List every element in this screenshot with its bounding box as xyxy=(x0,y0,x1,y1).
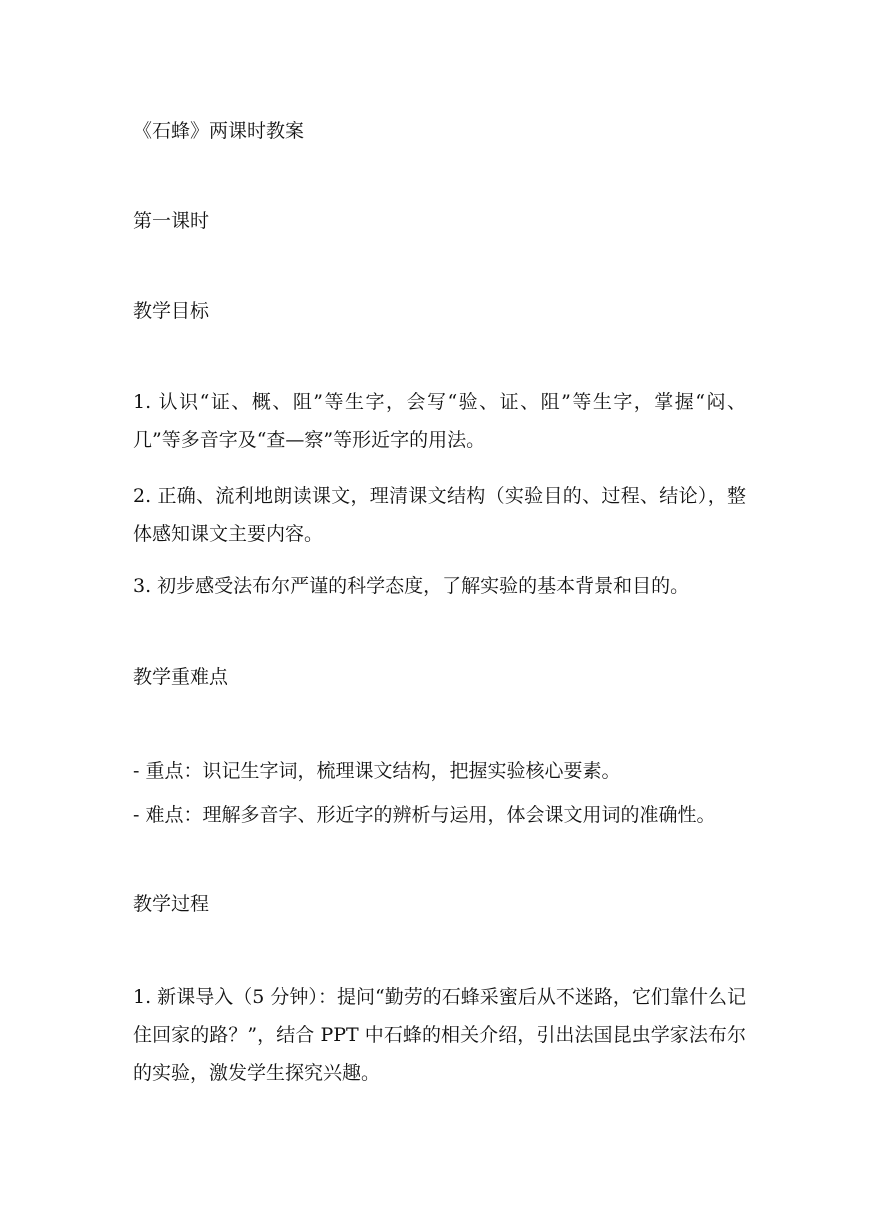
keypoint-item-focus: - 重点：识记生字词，梳理课文结构，把握实验核心要素。 xyxy=(133,760,621,782)
process-heading: 教学过程 xyxy=(133,893,210,915)
objective-item-1: 1. 认识“证、概、阻”等生字，会写“验、证、阻”等生字，掌握“闷、几”等多音字及“查—察”等形近字的用法。 xyxy=(133,391,746,451)
keypoint-item-difficulty: - 难点：理解多音字、形近字的辨析与运用，体会课文用词的准确性。 xyxy=(133,804,716,826)
objective-item-2: 2. 正确、流利地朗读课文，理清课文结构（实验目的、过程、结论），整体感知课文主要内容。 xyxy=(133,485,746,545)
lesson-heading: 第一课时 xyxy=(133,210,210,232)
objective-item-3: 3. 初步感受法布尔严谨的科学态度，了解实验的基本背景和目的。 xyxy=(133,575,690,597)
keypoints-heading: 教学重难点 xyxy=(133,666,229,688)
document-title: 《石蜂》两课时教案 xyxy=(133,120,305,142)
objectives-heading: 教学目标 xyxy=(133,300,210,322)
process-step-1: 1. 新课导入（5 分钟）：提问“勤劳的石蜂采蜜后从不迷路，它们靠什么记住回家的路？”，结合 PPT 中石蜂的相关介绍，引出法国昆虫学家法布尔的实验，激发学生探究兴趣。 xyxy=(133,986,746,1084)
